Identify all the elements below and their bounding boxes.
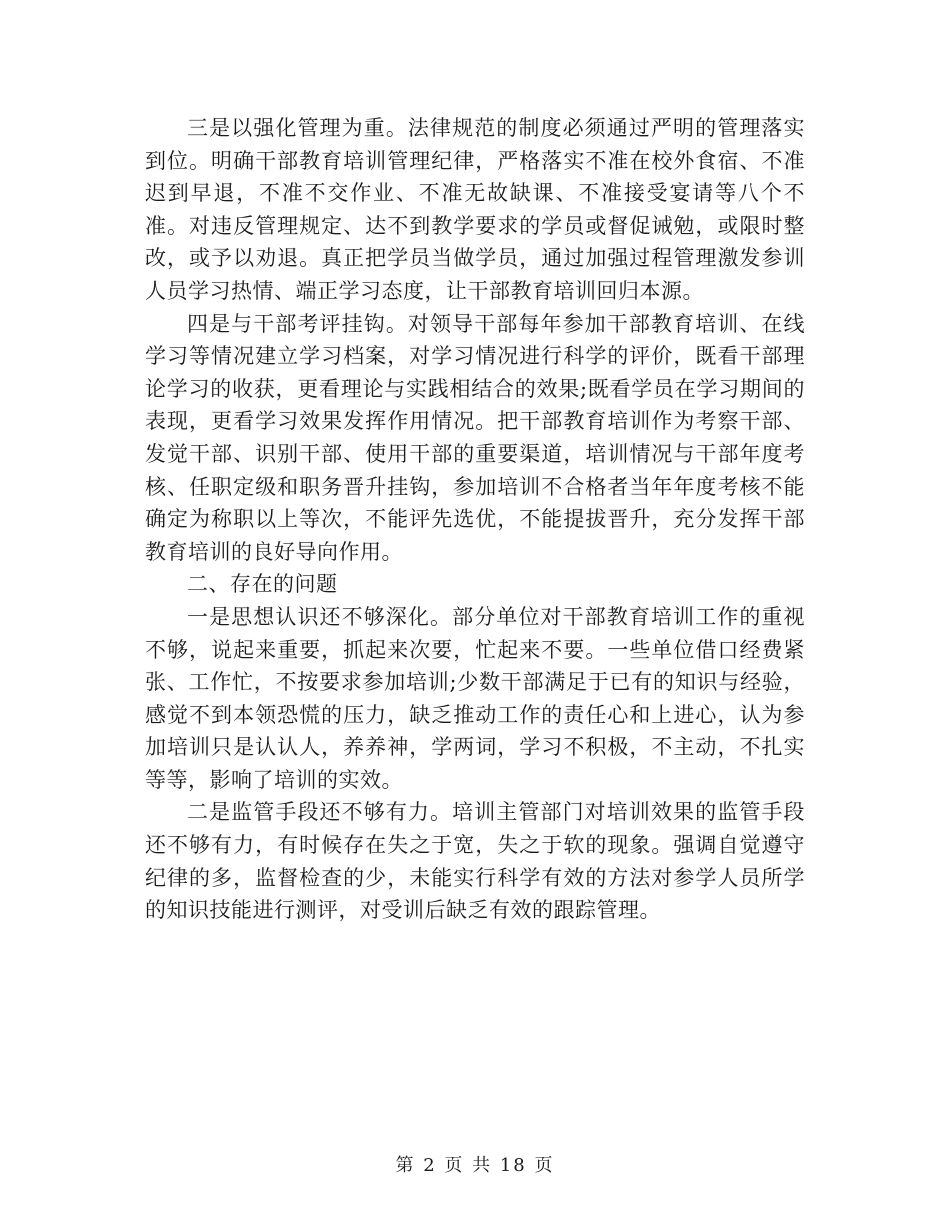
paragraph-cadre-evaluation: 四是与干部考评挂钩。对领导干部每年参加干部教育培训、在线学习等情况建立学习档案，对学习情况进行科学的评价，既看干部理论学习的收获，更看理论与实践相结合的效果;既看学员在学习期间的表现，更看学习效果发挥作用情况。把干部教育培训作为考察干部、发觉干部、识别干部、使用干部的重要渠道，培训情况与干部年度考核、任职定级和职务晋升挂钩，参加培训不合格者当年年度考核不能确定为称职以上等次，不能评先选优，不能提拔晋升，充分发挥干部教育培训的良好导向作用。 <box>145 311 805 564</box>
paragraph-awareness: 一是思想认识还不够深化。部分单位对干部教育培训工作的重视不够，说起来重要，抓起来次要，忙起来不要。一些单位借口经费紧张、工作忙，不按要求参加培训;少数干部满足于已有的知识与经验，感觉不到本领恐慌的压力，缺乏推动工作的责任心和上进心，认为参加培训只是认认人，养养神，学两词，学习不积极，不主动，不扎实等等，影响了培训的实效。 <box>145 604 805 792</box>
section-heading-problems: 二、存在的问题 <box>187 572 338 597</box>
page-number-footer: 第 2 页 共 18 页 <box>395 1155 555 1176</box>
paragraph-supervision: 二是监管手段还不够有力。培训主管部门对培训效果的监管手段还不够有力，有时候存在失之于宽，失之于软的现象。强调自觉遵守纪律的多，监督检查的少，未能实行科学有效的方法对参学人员所学的知识技能进行测评，对受训后缺乏有效的跟踪管理。 <box>145 800 805 923</box>
paragraph-strengthen-management: 三是以强化管理为重。法律规范的制度必须通过严明的管理落实到位。明确干部教育培训管理纪律，严格落实不准在校外食宿、不准迟到早退，不准不交作业、不准无故缺课、不准接受宴请等八个不准。对违反管理规定、达不到教学要求的学员或督促诫勉，或限时整改，或予以劝退。真正把学员当做学员，通过加强过程管理激发参训人员学习热情、端正学习态度，让干部教育培训回归本源。 <box>145 116 805 303</box>
document-body <box>145 112 805 927</box>
